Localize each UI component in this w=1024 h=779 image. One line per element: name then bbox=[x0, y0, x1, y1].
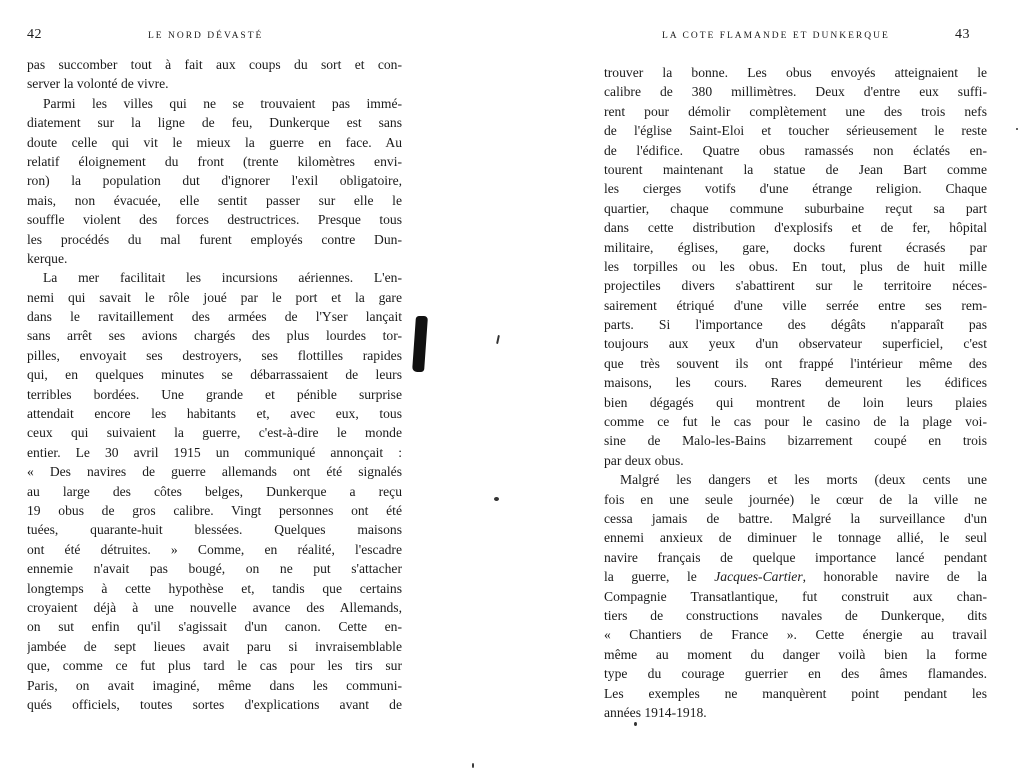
text-line: sans arrêt ses avions chargés des plus lourdes tor- bbox=[27, 328, 402, 344]
ship-name: Jacques-Cartier bbox=[714, 569, 803, 585]
text-line: Malgré les dangers et les morts (deux cents une bbox=[620, 472, 987, 488]
text-line: tuées, quarante-huit blessées. Quelques maisons bbox=[27, 522, 402, 538]
text-line: souffle violent des forces destructrices. Presque tous bbox=[27, 212, 402, 228]
text-line: ceux qui suivaient la guerre, c'est-à-dire le monde bbox=[27, 425, 402, 441]
text-line: attendait encore les habitants et, avec eux, tous bbox=[27, 406, 402, 422]
text-line: qui, en quelques minutes se débarrassaient de leurs bbox=[27, 367, 402, 383]
text-line: diatement sur la ligne de feu, Dunkerque est sans bbox=[27, 115, 402, 131]
text-line: que, comme ce fut plus tard le cas pour les tirs sur bbox=[27, 658, 402, 674]
text-line: croyaient déjà à une nouvelle avance des Allemands, bbox=[27, 599, 402, 615]
text-line: jambée de sept lieues avait paru si invraisemblable bbox=[27, 638, 402, 654]
text-line: ennemi anxieux de diminuer le tonnage allié, le seul bbox=[604, 530, 987, 546]
text-segment: , honorable navire de la bbox=[802, 569, 987, 585]
text-line: « Des navires de guerre allemands ont été signalés bbox=[27, 464, 402, 480]
text-line bbox=[604, 567, 987, 586]
text-line: sairement étriqué d'une ville serrée entre ses rem- bbox=[604, 297, 987, 313]
text-line: Les exemples ne manquèrent point pendant les bbox=[604, 685, 987, 701]
text-line: maisons, les cours. Rares demeurent les édifices bbox=[604, 375, 987, 391]
text-line: fois en une seule journée) le cœur de la ville ne bbox=[604, 491, 987, 507]
text-line: navire français de quelque importance lancé pendant bbox=[604, 549, 987, 565]
text-line: projectiles divers s'abattirent sur le territoire néces- bbox=[604, 278, 987, 294]
text-line: La mer facilitait les incursions aériennes. L'en- bbox=[43, 270, 402, 286]
text-line: Compagnie Transatlantique, fut construit aux chan- bbox=[604, 588, 987, 604]
scan-speck bbox=[1016, 128, 1018, 130]
text-line: rent pour démolir complètement une des trois nefs bbox=[604, 103, 987, 119]
text-line: ron) la population dut d'ignorer l'exil obligatoire, bbox=[27, 173, 402, 189]
text-line: type du courage guerrier en des âmes flamandes. bbox=[604, 666, 987, 682]
text-line: tourent maintenant la statue de Jean Bart comme bbox=[604, 161, 987, 177]
text-line: entier. Le 30 avril 1915 un communiqué annonçait : bbox=[27, 444, 402, 460]
text-line: mais, non évacuée, elle sentit passer sur elle le bbox=[27, 192, 402, 208]
text-line: de l'édifice. Quatre obus ramassés non éclatés en- bbox=[604, 142, 987, 158]
text-line: quartier, chaque commune suburbaine reçut sa part bbox=[604, 200, 987, 216]
text-line: kerque. bbox=[27, 250, 68, 266]
text-line: toujours aux yeux d'un observateur superficiel, c'est bbox=[604, 336, 987, 352]
text-line: doute celle qui vit le mieux la guerre en face. Au bbox=[27, 134, 402, 150]
text-line: cessa jamais de battre. Malgré la surveillance d'un bbox=[604, 510, 987, 526]
scan-speck bbox=[472, 763, 474, 768]
running-head-right: LA COTE FLAMANDE ET DUNKERQUE bbox=[662, 31, 890, 41]
text-line: même au moment du danger voilà bien la forme bbox=[604, 646, 987, 662]
running-head-left: LE NORD DÉVASTÉ bbox=[148, 31, 264, 41]
text-line: dans le ravitaillement des armées de l'Yser lançait bbox=[27, 309, 402, 325]
text-segment: la guerre, le bbox=[604, 569, 715, 585]
text-line: ennemie n'avait pas bougé, on ne put s'attacher bbox=[27, 561, 402, 577]
text-line: pilles, envoyait ses destroyers, ses flottilles rapides bbox=[27, 347, 402, 363]
text-line: longtemps à cette hypothèse et, tandis que certains bbox=[27, 580, 402, 596]
text-line: au large des côtes belges, Dunkerque a reçu bbox=[27, 483, 402, 499]
text-line: années 1914-1918. bbox=[604, 704, 707, 720]
page-number-right: 43 bbox=[955, 27, 970, 42]
text-line: qués officiels, toutes sortes d'explications avant de bbox=[27, 696, 402, 712]
body-text-left bbox=[27, 55, 402, 714]
text-line: Paris, on avait imaginé, même dans les communi- bbox=[27, 677, 402, 693]
text-line: trouver la bonne. Les obus envoyés atteignaient le bbox=[604, 65, 987, 80]
text-line: calibre de 380 millimètres. Deux d'entre eux suffi- bbox=[604, 84, 987, 100]
text-line: on sut enfin qu'il s'agissait d'un canon. Cette en- bbox=[27, 619, 402, 635]
text-line: server la volonté de vivre. bbox=[27, 76, 169, 92]
text-line: militaire, églises, gare, docks furent écrasés par bbox=[604, 239, 987, 255]
scan-speck bbox=[494, 497, 499, 501]
text-line: comme ce fut le cas pour le casino de la plage voi- bbox=[604, 414, 987, 430]
right-page bbox=[512, 0, 1024, 779]
text-line: que très souvent ils ont frappé l'intérieur même des bbox=[604, 355, 987, 371]
text-line: les procédés du mal furent employés contre Dun- bbox=[27, 231, 402, 247]
text-line: les torpilles ou les obus. En tout, plus de huit mille bbox=[604, 258, 987, 274]
text-line: nemi qui savait le rôle joué par le port et la gare bbox=[27, 289, 402, 305]
body-text-right bbox=[604, 63, 987, 722]
text-line: parts. Si l'importance des dégâts n'apparaît pas bbox=[604, 317, 987, 333]
text-line: bien dégagés qui montrent de loin leurs plaies bbox=[604, 394, 987, 410]
text-line: pas succomber tout à fait aux coups du sort et con- bbox=[27, 57, 402, 72]
text-line: les cierges votifs d'une étrange religion. Chaque bbox=[604, 181, 987, 197]
text-line: « Chantiers de France ». Cette énergie au travail bbox=[604, 627, 987, 643]
text-line: terribles bordées. Une grande et pénible surprise bbox=[27, 386, 402, 402]
text-line: tiers de constructions navales de Dunkerque, dits bbox=[604, 607, 987, 623]
text-line: sine de Malo-les-Bains bizarrement coupé en trois bbox=[604, 433, 987, 449]
text-line: dans cette distribution d'explosifs et de fer, hôpital bbox=[604, 220, 987, 236]
text-line: relatif éloignement du front (trente kilomètres envi- bbox=[27, 153, 402, 169]
text-line: ont été détruites. » Comme, en réalité, l'escadre bbox=[27, 541, 402, 557]
text-line: Parmi les villes qui ne se trouvaient pas immé- bbox=[43, 95, 402, 111]
text-line: par deux obus. bbox=[604, 452, 684, 468]
page-number-left: 42 bbox=[27, 27, 42, 42]
scan-speck bbox=[634, 722, 637, 726]
text-line: 19 obus de gros calibre. Vingt personnes ont été bbox=[27, 502, 402, 518]
text-line: de l'église Saint-Eloi et toucher sérieusement le reste bbox=[604, 123, 987, 139]
